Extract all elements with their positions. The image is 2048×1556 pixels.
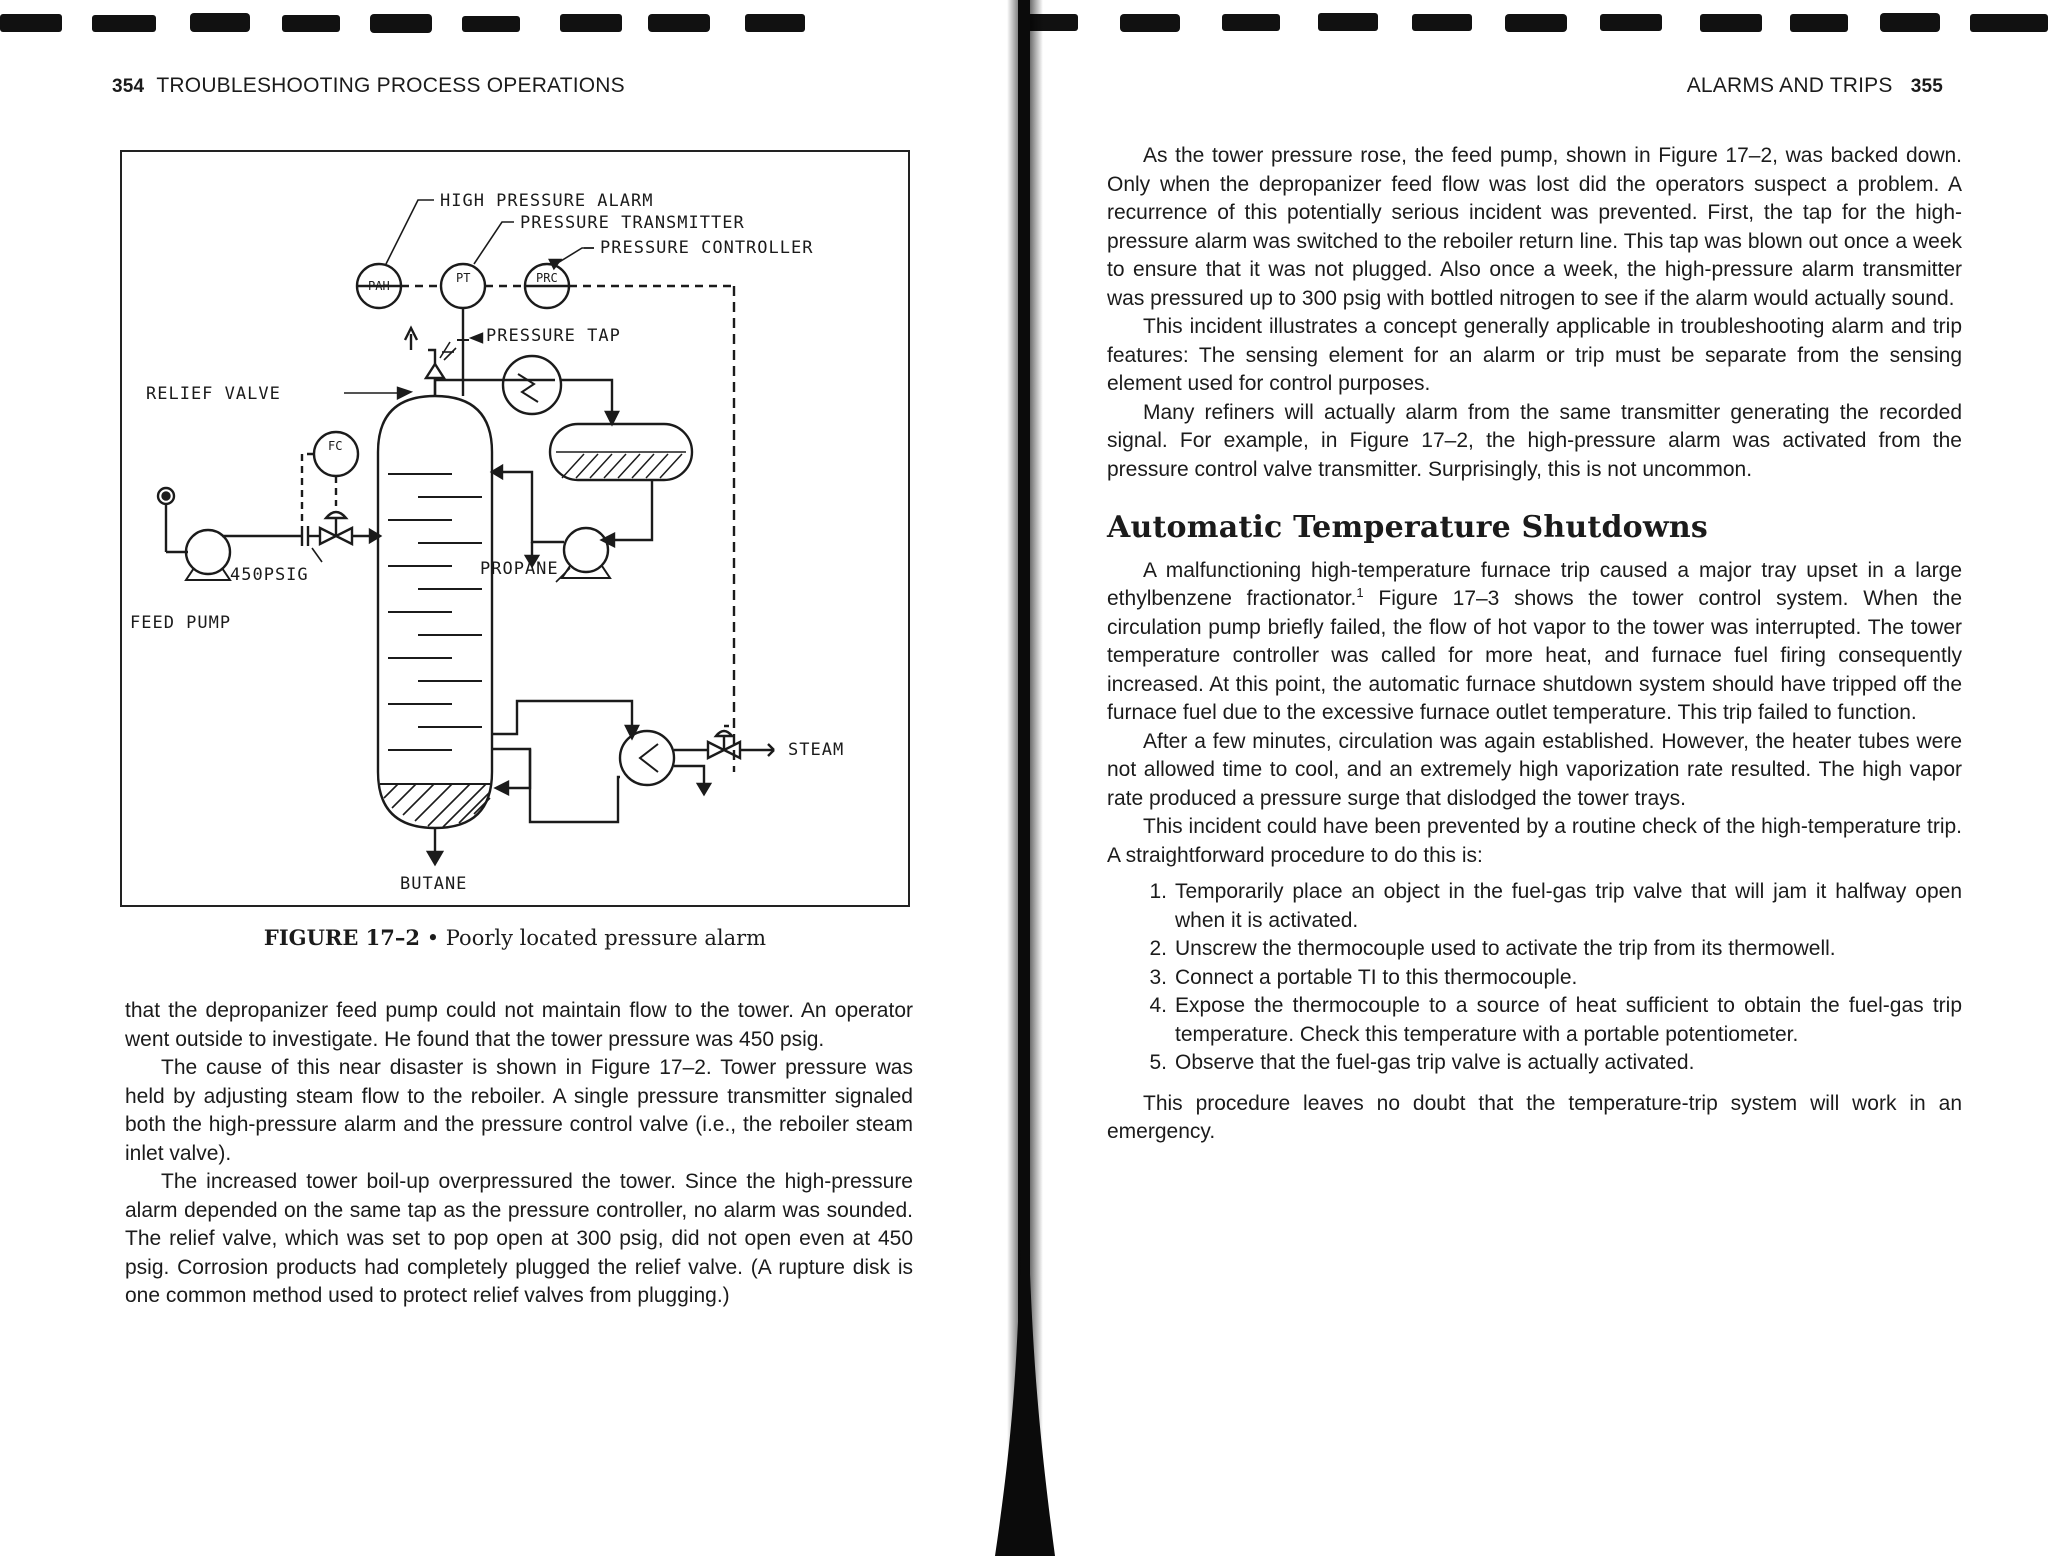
list-number: 4.: [1149, 994, 1167, 1017]
list-text: Connect a portable TI to this thermocouple.: [1175, 965, 1578, 989]
figure-caption-label: FIGURE 17–2: [263, 925, 420, 950]
bottoms-liquid: [380, 784, 490, 827]
label-pressure-transmitter: PRESSURE TRANSMITTER: [520, 213, 745, 233]
left-running-head: [112, 74, 625, 98]
drum-liquid: [556, 452, 686, 478]
tower-trays: [388, 474, 482, 750]
fc-label: FC: [328, 439, 343, 453]
list-item: [1107, 1049, 1962, 1078]
label-relief-valve: RELIEF VALVE: [146, 384, 281, 404]
left-page: [0, 0, 980, 1556]
paragraph: This incident could have been prevented by a routine check of the high-temperature trip. A straightforward procedure to do this is:: [1107, 815, 1962, 867]
section-heading: Automatic Temperature Shutdowns: [1107, 510, 1708, 545]
figure-caption-text: Poorly located pressure alarm: [445, 926, 767, 950]
paragraph: Many refiners will actually alarm from the same transmitter generating the recorded signal. For example, in Figure 17–2, the high-pressure alarm was activated from the pressure control valve transmitter. Surprisingly, this is not uncommon.: [1107, 400, 1962, 481]
list-item: [1107, 964, 1962, 993]
paragraph: This procedure leaves no doubt that the temperature-trip system will work in an emergency.: [1107, 1091, 1962, 1143]
paragraph: As the tower pressure rose, the feed pump, shown in Figure 17–2, was backed down. Only when the depropanizer feed flow was lost did the operators suspect a problem. A recurrence of this potentially serious incident was prevented. First, the tap for the high-pressure alarm was switched to the reboiler return line. This tap was blown out once a week to ensure that it was not plugged. Also once a week, the high-pressure alarm transmitter was pressured up to 300 psig with bottled nitrogen to see if the alarm would actually sound.: [1107, 144, 1962, 310]
list-number: 2.: [1149, 937, 1167, 960]
list-number: 3.: [1149, 965, 1167, 989]
reboiler: [620, 731, 674, 785]
procedure-list: [1107, 878, 1962, 1078]
prc-label: PRC: [536, 271, 558, 285]
left-body-text: [125, 997, 913, 1311]
label-450psig: 450PSIG: [230, 565, 309, 585]
paragraph: After a few minutes, circulation was again established. However, the heater tubes were not allowed time to cool, and an extremely high vaporization rate resulted. The high vapor rate produced a pressure surge that dislodged the tower trays.: [1107, 729, 1962, 810]
label-feed-pump: FEED PUMP: [130, 613, 232, 633]
figure-caption: [120, 925, 910, 950]
list-item: [1107, 935, 1962, 964]
paragraph-part: A malfunctioning high-temperature furnace trip caused a major tray upset in a large ethylbenzene fractionator.: [1107, 558, 1962, 610]
paragraph: The increased tower boil-up overpressured the tower. Since the high-pressure alarm depended on the same tap as the pressure controller, no alarm was sounded. The relief valve, which was set to pop open at 300 psig, did not open even at 450 psig. Corrosion products had completely plugged the relief valve. (A rupture disk is one common method used to protect relief valves from plugging.): [125, 1170, 913, 1307]
process-diagram: [120, 150, 910, 907]
label-pressure-controller: PRESSURE CONTROLLER: [600, 238, 814, 258]
label-propane: PROPANE: [480, 559, 559, 579]
reflux-pump: [564, 528, 608, 572]
list-text: Temporarily place an object in the fuel-gas trip valve that will jam it halfway open when it is activated.: [1175, 880, 1962, 932]
list-text: Observe that the fuel-gas trip valve is actually activated.: [1175, 1051, 1695, 1074]
page-number-right: 355: [1910, 76, 1943, 97]
paragraph: This incident illustrates a concept generally applicable in troubleshooting alarm and trip features: The sensing element for an alarm or trip must be separate from the sensing element used for control purposes.: [1107, 315, 1962, 395]
pah-label: PAH: [368, 279, 390, 293]
right-body-text: [1107, 142, 1962, 1147]
list-item: [1107, 878, 1962, 935]
paragraph-part: Figure 17–3 shows the tower control system. When the circulation pump briefly failed, the flow of hot vapor to the tower was interrupted. The tower temperature controller was called for more heat, and furnace fuel firing consequently increased. At this point, the automatic furnace shutdown system should have tripped off the furnace fuel due to the excessive furnace outlet temperature. This trip failed to function.: [1107, 587, 1962, 724]
depropanizer-schematic: [122, 152, 912, 909]
pt-label: PT: [456, 271, 471, 285]
right-page: [1050, 0, 2048, 1556]
page-number-left: 354: [112, 76, 145, 97]
right-running-head: [1687, 74, 1943, 98]
label-high-pressure-alarm: HIGH PRESSURE ALARM: [440, 191, 654, 211]
running-head-title-left: TROUBLESHOOTING PROCESS OPERATIONS: [156, 74, 625, 97]
caption-bullet: •: [426, 926, 440, 950]
label-butane: BUTANE: [400, 874, 468, 894]
paragraph: The cause of this near disaster is shown in Figure 17–2. Tower pressure was held by adjusting steam flow to the reboiler. A single pressure transmitter signaled both the high-pressure alarm and the pressure control valve (i.e., the reboiler steam inlet valve).: [125, 1056, 913, 1165]
paragraph: that the depropanizer feed pump could not maintain flow to the tower. An operator went outside to investigate. He found that the tower pressure was 450 psig.: [125, 999, 913, 1051]
list-number: 5.: [1149, 1051, 1167, 1074]
label-pressure-tap: PRESSURE TAP: [486, 326, 621, 346]
relief-valve: [426, 364, 444, 378]
footnote-ref: 1: [1356, 585, 1364, 600]
list-item: [1107, 992, 1962, 1049]
running-head-title-right: ALARMS AND TRIPS: [1686, 74, 1893, 97]
paragraph: [1107, 557, 1962, 728]
list-number: 1.: [1149, 880, 1167, 903]
list-text: Unscrew the thermocouple used to activate the trip from its thermowell.: [1175, 937, 1836, 960]
list-text: Expose the thermocouple to a source of heat sufficient to obtain the fuel-gas trip temperature. Check this temperature with a portable potentiometer.: [1175, 994, 1962, 1046]
label-steam: STEAM: [788, 740, 845, 760]
